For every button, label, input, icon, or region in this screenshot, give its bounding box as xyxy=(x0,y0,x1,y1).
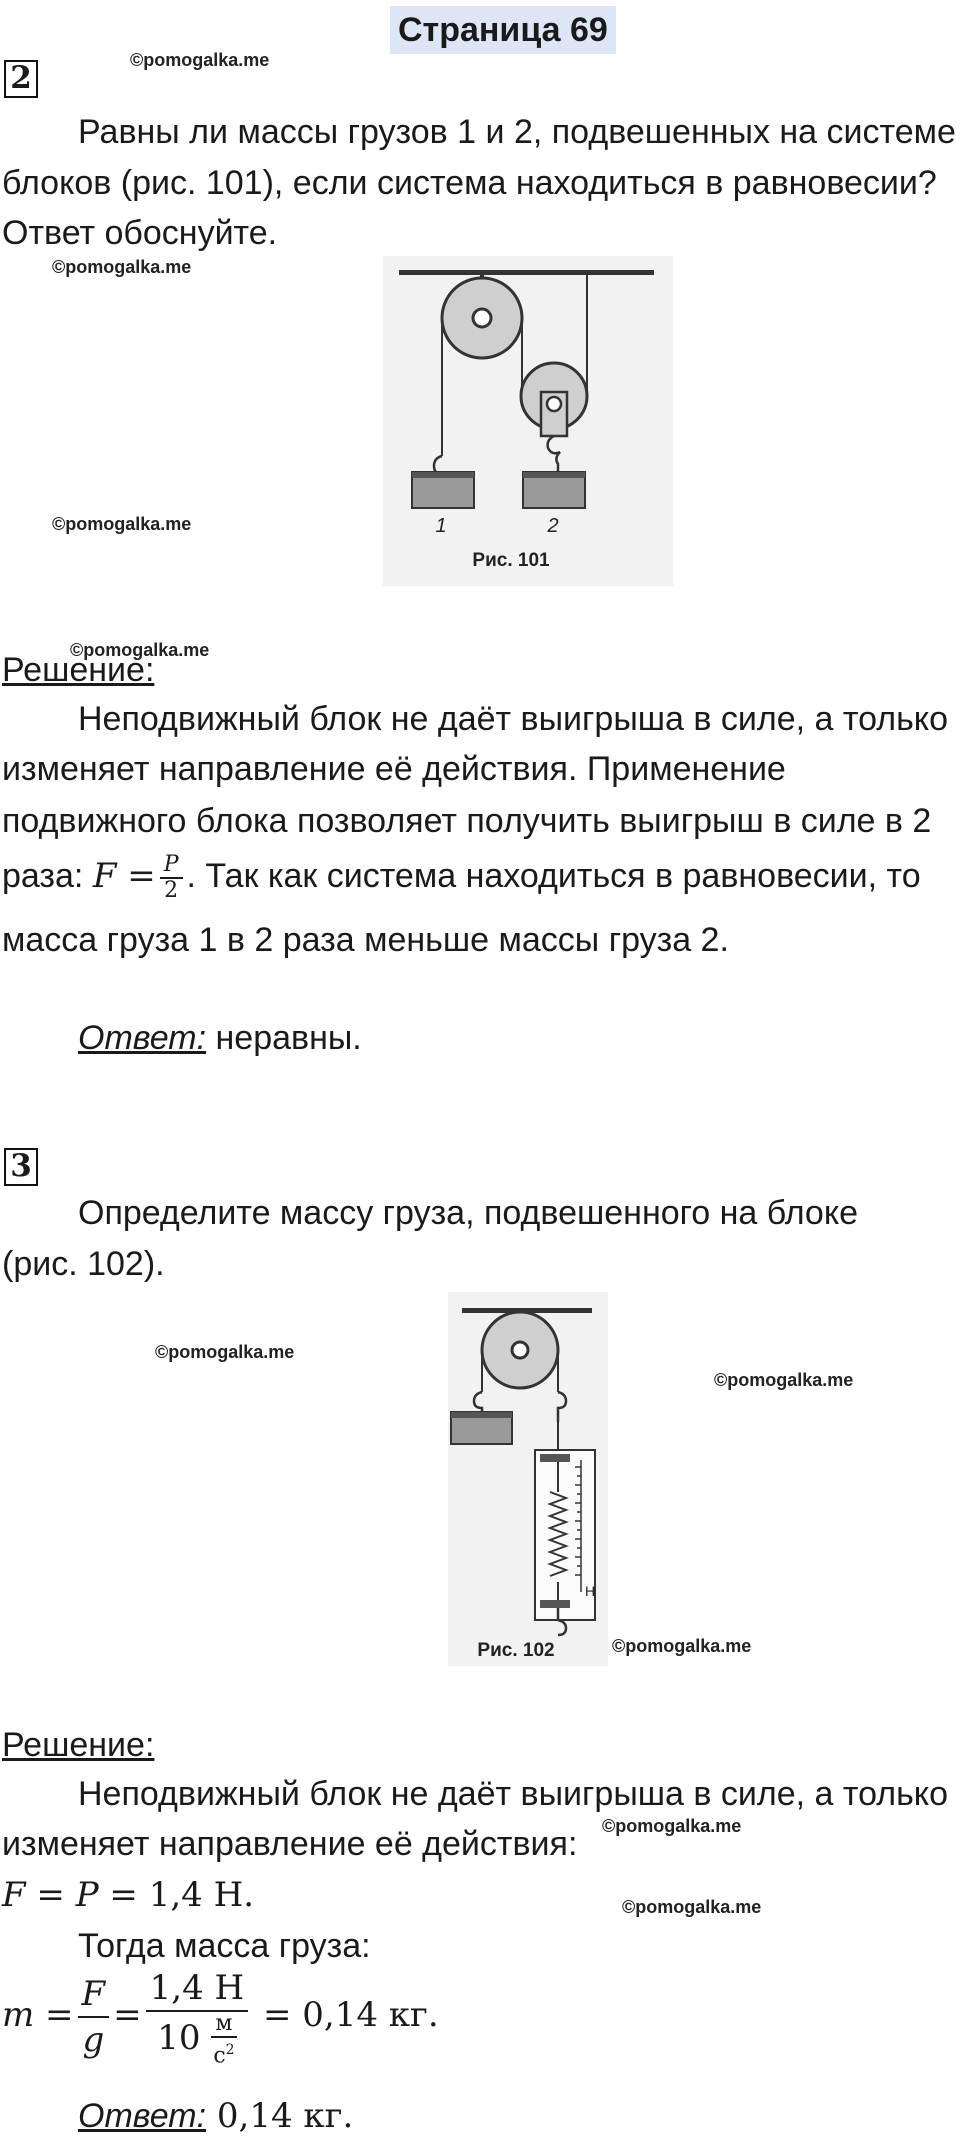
watermark: ©pomogalka.me xyxy=(612,1636,752,1656)
formula-F: F xyxy=(92,856,117,896)
task-2-solution-line: подвижного блока позволяет получить выигрыш в силе в 2 xyxy=(2,802,932,840)
scale-unit: Н xyxy=(585,1583,596,1599)
task-2-solution-line: изменяет направление её действия. Применение xyxy=(2,750,786,788)
formula-eq: = xyxy=(116,856,156,896)
ceiling-beam xyxy=(399,270,654,275)
task-2-formula-line xyxy=(2,846,921,906)
watermark: ©pomogalka.me xyxy=(714,1370,854,1390)
task-2-solution-line: Неподвижный блок не даёт выигрыша в силе, а только xyxy=(78,700,948,738)
task-2-number: 2 xyxy=(4,60,38,98)
task-2-solution-line: масса груза 1 в 2 раза меньше массы груза 2. xyxy=(2,921,729,959)
watermark: ©pomogalka.me xyxy=(52,514,192,534)
answer-text: 0,14 кг. xyxy=(206,2096,354,2136)
watermark: ©pomogalka.me xyxy=(622,1897,762,1917)
task-2-question-line: Равны ли массы грузов 1 и 2, подвешенных на системе xyxy=(78,113,956,151)
figure-101 xyxy=(383,256,673,586)
answer-text: неравны. xyxy=(206,1019,362,1057)
task-3-number: 3 xyxy=(4,1148,38,1186)
task-3-solution-line: изменяет направление её действия: xyxy=(2,1825,578,1863)
task-3-question-line: Определите массу груза, подвешенного на блоке xyxy=(78,1194,859,1232)
formula-prefix: раза: xyxy=(2,857,93,895)
answer-label: Ответ: xyxy=(78,1019,207,1057)
formula-fraction: $\frac{P}{2}$ xyxy=(160,853,183,903)
page-title: Страница 69 xyxy=(390,6,616,54)
watermark: ©pomogalka.me xyxy=(130,50,270,70)
task-3-answer xyxy=(78,2096,353,2136)
answer-label: Ответ: xyxy=(78,2097,207,2135)
task-2-question-line: блоков (рис. 101), если система находиться в равновесии? xyxy=(2,164,937,202)
watermark: ©pomogalka.me xyxy=(155,1342,295,1362)
figure-102 xyxy=(448,1292,608,1666)
task-2-solution-heading: Решение: xyxy=(2,651,155,689)
task-3-equation-2: m = $\frac{F}{g}$ = 1,4 Н 10 $\frac{м}{с^2}$ = 0,14 кг. xyxy=(2,1968,439,2069)
task-3-equation-1: F = P = 1,4 Н. xyxy=(2,1875,255,1915)
task-3-then-text: Тогда масса груза: xyxy=(78,1927,371,1965)
task-2-answer xyxy=(78,1018,362,1058)
weight-2-label: 2 xyxy=(547,515,559,537)
watermark: ©pomogalka.me xyxy=(52,257,192,277)
weight-1-label: 1 xyxy=(435,515,447,537)
task-3-solution-heading: Решение: xyxy=(2,1726,155,1764)
formula-suffix: . Так как система находиться в равновесии, то xyxy=(186,857,921,895)
task-3-solution-line: Неподвижный блок не даёт выигрыша в силе, а только xyxy=(78,1775,948,1813)
figure-101-caption: Рис. 101 xyxy=(472,550,550,571)
task-3-question-line: (рис. 102). xyxy=(2,1245,165,1283)
watermark: ©pomogalka.me xyxy=(602,1816,742,1836)
figure-102-caption: Рис. 102 xyxy=(477,1640,555,1661)
watermark: ©pomogalka.me xyxy=(70,640,210,660)
fraction-value: 1,4 Н 10 $\frac{м}{с^2}$ xyxy=(146,1966,249,2068)
task-2-question-line: Ответ обоснуйте. xyxy=(2,214,278,252)
fraction-F-over-g: $\frac{F}{g}$ xyxy=(78,1972,110,2062)
